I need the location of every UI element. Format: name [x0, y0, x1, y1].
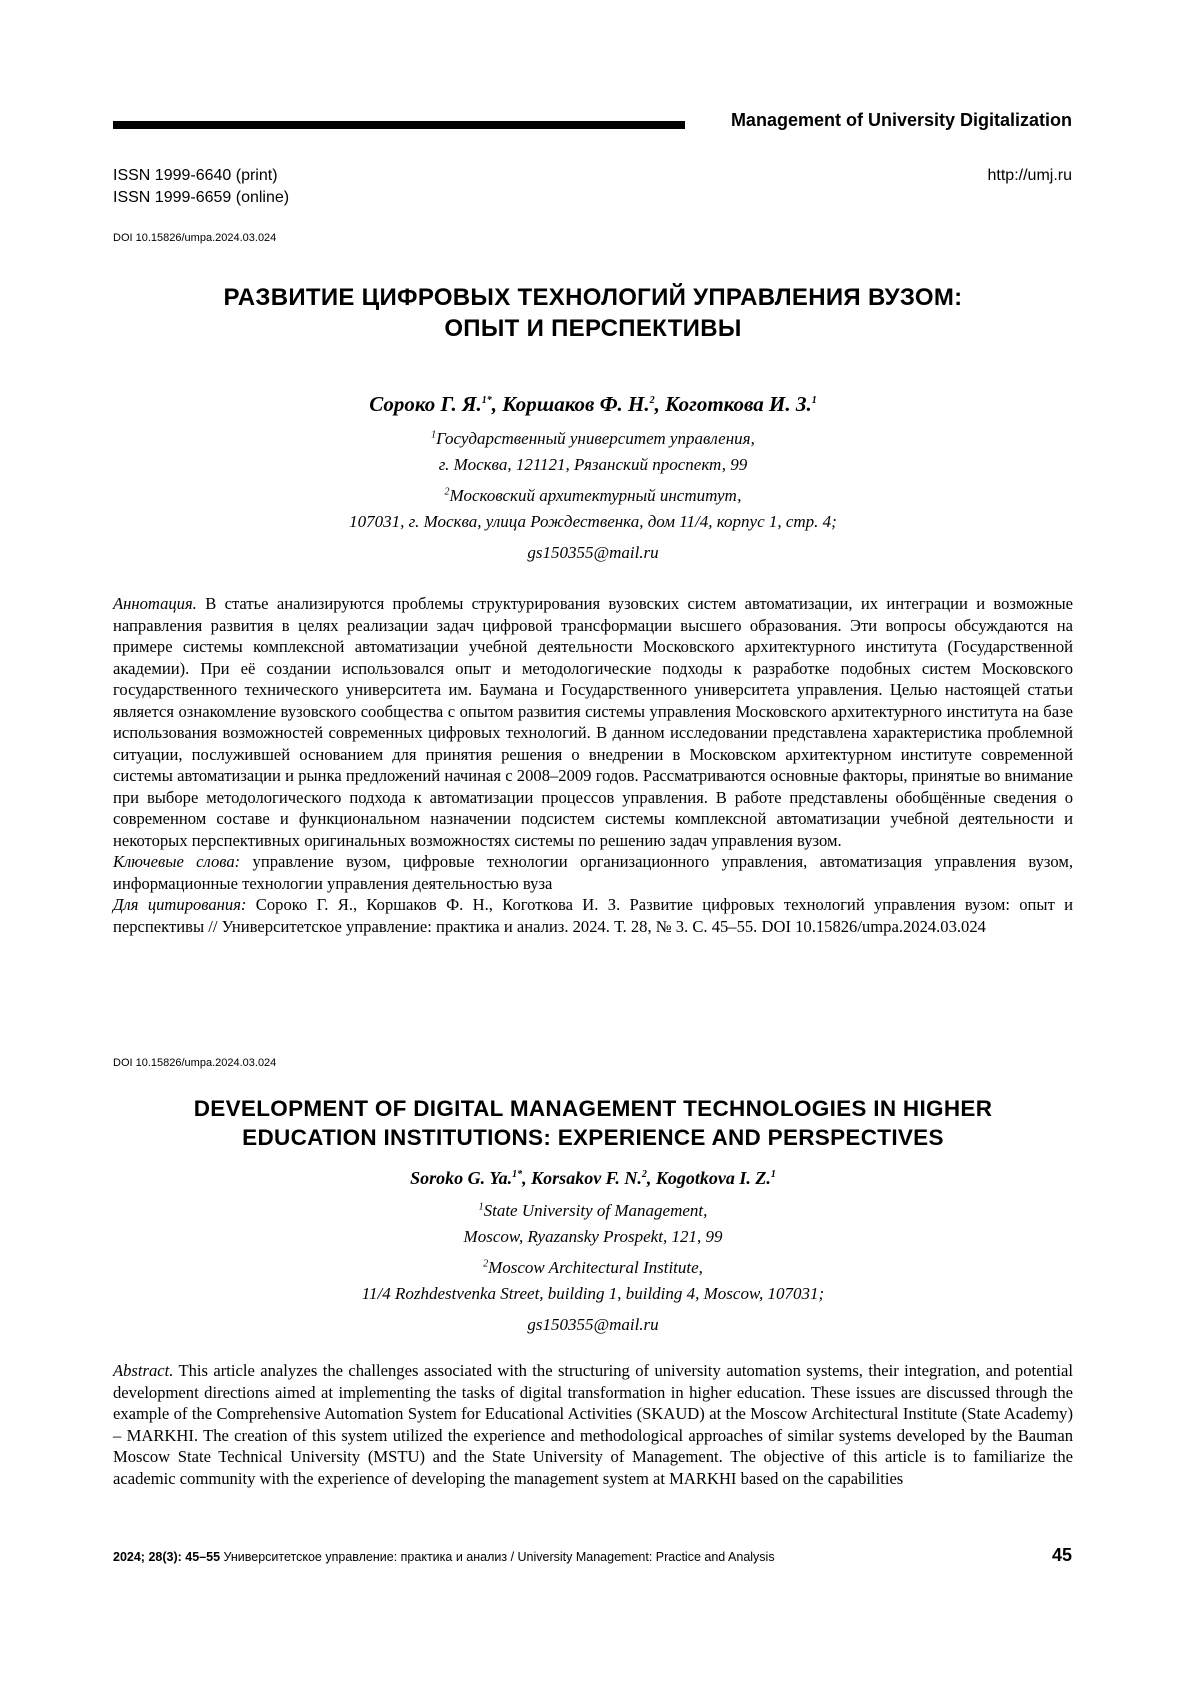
header-rule: [113, 121, 685, 129]
doi-en: DOI 10.15826/umpa.2024.03.024: [113, 1057, 276, 1069]
affil2-line1: Московский архитектурный институт,: [450, 486, 742, 505]
doi-ru: DOI 10.15826/umpa.2024.03.024: [113, 232, 276, 244]
keywords-label: Ключевые слова:: [113, 852, 240, 871]
author-sup: 1: [771, 1169, 776, 1180]
author-name: Коготкова И. З.: [665, 392, 812, 416]
affil-sup: 2: [483, 1258, 488, 1269]
affiliations-en: [113, 1198, 1073, 1338]
abstract-ru-block: [113, 593, 1073, 937]
page-number: 45: [1052, 1545, 1072, 1566]
affil1-line2: г. Москва, 121121, Рязанский проспект, 99: [113, 452, 1073, 478]
affil1-line2: Moscow, Ryazansky Prospekt, 121, 99: [113, 1224, 1073, 1250]
author-name: Kogotkova I. Z.: [656, 1168, 771, 1188]
affil1-line1: Государственный университет управления,: [436, 429, 755, 448]
page-footer: [113, 1550, 775, 1564]
author-name: Soroko G. Ya.: [410, 1168, 512, 1188]
affil2-line2: 107031, г. Москва, улица Рождественка, дом 11/4, корпус 1, стр. 4;: [113, 509, 1073, 535]
affil-sup: 1: [479, 1201, 484, 1212]
affil2-line2: 11/4 Rozhdestvenka Street, building 1, building 4, Moscow, 107031;: [113, 1281, 1073, 1307]
abstract-label: Аннотация.: [113, 594, 197, 613]
abstract-text: This article analyzes the challenges associated with the structuring of university automation systems, their integration, and potential development directions aimed at implementing the tasks of digital transformation in higher education. These issues are discussed through the example of the Comprehensive Automation System for Educational Activities (SKAUD) at the Moscow Architectural Institute (State Academy) – MARKHI. The creation of this system utilized the experience and methodological approaches of similar systems developed by the Bauman Moscow State Technical University (MSTU) and the State University of Management. The objective of this article is to familiarize the academic community with the experience of developing the management system at MARKHI based on the capabilities: [113, 1361, 1073, 1488]
affil1-line1: State University of Management,: [484, 1201, 708, 1220]
title-ru: [113, 282, 1073, 344]
authors-en: Soroko G. Ya.1*, Korsakov F. N.2, Kogotkova I. Z.1: [113, 1168, 1073, 1189]
abstract-en-block: [113, 1360, 1073, 1489]
abstract-text: В статье анализируются проблемы структурирования вузовских систем автоматизации, их интеграции и возможные направления развития в целях реализации задач цифровой трансформации высшего образования. Эти вопросы обсуждаются на примере системы комплексной автоматизации учебной деятельности Московского архитектурного института (Государственной академии). При её создании использовался опыт и методологические подходы к разработке подобных систем Московского государственного технического университета им. Баумана и Государственного университета управления. Целью настоящей статьи является ознакомление вузовского сообщества с опытом развития системы управления Московского архитектурного института на базе использования возможностей современных цифровых технологий. В данном исследовании представлена характеристика проблемной ситуации, послужившей основанием для принятия решения о внедрении в Московском архитектурном институте современной системы автоматизации и рынка предложений начиная с 2008–2009 годов. Рассматриваются основные факторы, принятые во внимание при выборе методологического подхода к автоматизации процессов управления. В работе представлены обобщённые сведения о современном составе и функциональном назначении подсистем системы комплексной автоматизации учебной деятельности и некоторых перспективных оригинальных возможностях системы по решению задач управления вузом.: [113, 594, 1073, 850]
issn-online: ISSN 1999-6659 (online): [113, 189, 289, 207]
issn-print: ISSN 1999-6640 (print): [113, 167, 278, 185]
footer-issue: 2024; 28(3): 45–55: [113, 1550, 220, 1564]
author-name: Коршаков Ф. Н.: [502, 392, 649, 416]
title-ru-line1: РАЗВИТИЕ ЦИФРОВЫХ ТЕХНОЛОГИЙ УПРАВЛЕНИЯ ВУЗОМ:: [113, 282, 1073, 313]
author-sup: 1*: [512, 1169, 522, 1180]
citation-text: Сороко Г. Я., Коршаков Ф. Н., Коготкова И. З. Развитие цифровых технологий управления вузом: опыт и перспективы // Университетское управление: практика и анализ. 2024. Т. 28, № 3. С. 45–55. DOI 10.15826/umpa.2024.03.024: [113, 895, 1073, 936]
author-sup: 1*: [482, 395, 492, 406]
affiliations-ru: [113, 426, 1073, 566]
title-ru-line2: ОПЫТ И ПЕРСПЕКТИВЫ: [113, 313, 1073, 344]
affil-sup: 2: [445, 486, 450, 497]
email-en[interactable]: gs150355@mail.ru: [113, 1312, 1073, 1338]
authors-ru: Сороко Г. Я.1*, Коршаков Ф. Н.2, Коготкова И. З.1: [113, 392, 1073, 417]
author-sup: 2: [650, 395, 655, 406]
title-en: [113, 1094, 1073, 1152]
author-name: Сороко Г. Я.: [369, 392, 482, 416]
title-en-line1: DEVELOPMENT OF DIGITAL MANAGEMENT TECHNOLOGIES IN HIGHER: [113, 1094, 1073, 1123]
journal-website-link[interactable]: http://umj.ru: [988, 167, 1072, 185]
journal-header-title: Management of University Digitalization: [731, 110, 1072, 131]
footer-journal: Университетское управление: практика и анализ / University Management: Practice and Analysis: [224, 1550, 775, 1564]
citation-label: Для цитирования:: [113, 895, 246, 914]
author-sup: 1: [812, 395, 817, 406]
affil2-line1: Moscow Architectural Institute,: [488, 1258, 703, 1277]
email-ru[interactable]: gs150355@mail.ru: [113, 540, 1073, 566]
title-en-line2: EDUCATION INSTITUTIONS: EXPERIENCE AND PERSPECTIVES: [113, 1123, 1073, 1152]
keywords-text: управление вузом, цифровые технологии организационного управления, автоматизация управления вузом, информационные технологии управления деятельностью вуза: [113, 852, 1073, 893]
affil-sup: 1: [431, 429, 436, 440]
abstract-label: Abstract.: [113, 1361, 173, 1380]
author-sup: 2: [642, 1169, 647, 1180]
author-name: Korsakov F. N.: [531, 1168, 642, 1188]
